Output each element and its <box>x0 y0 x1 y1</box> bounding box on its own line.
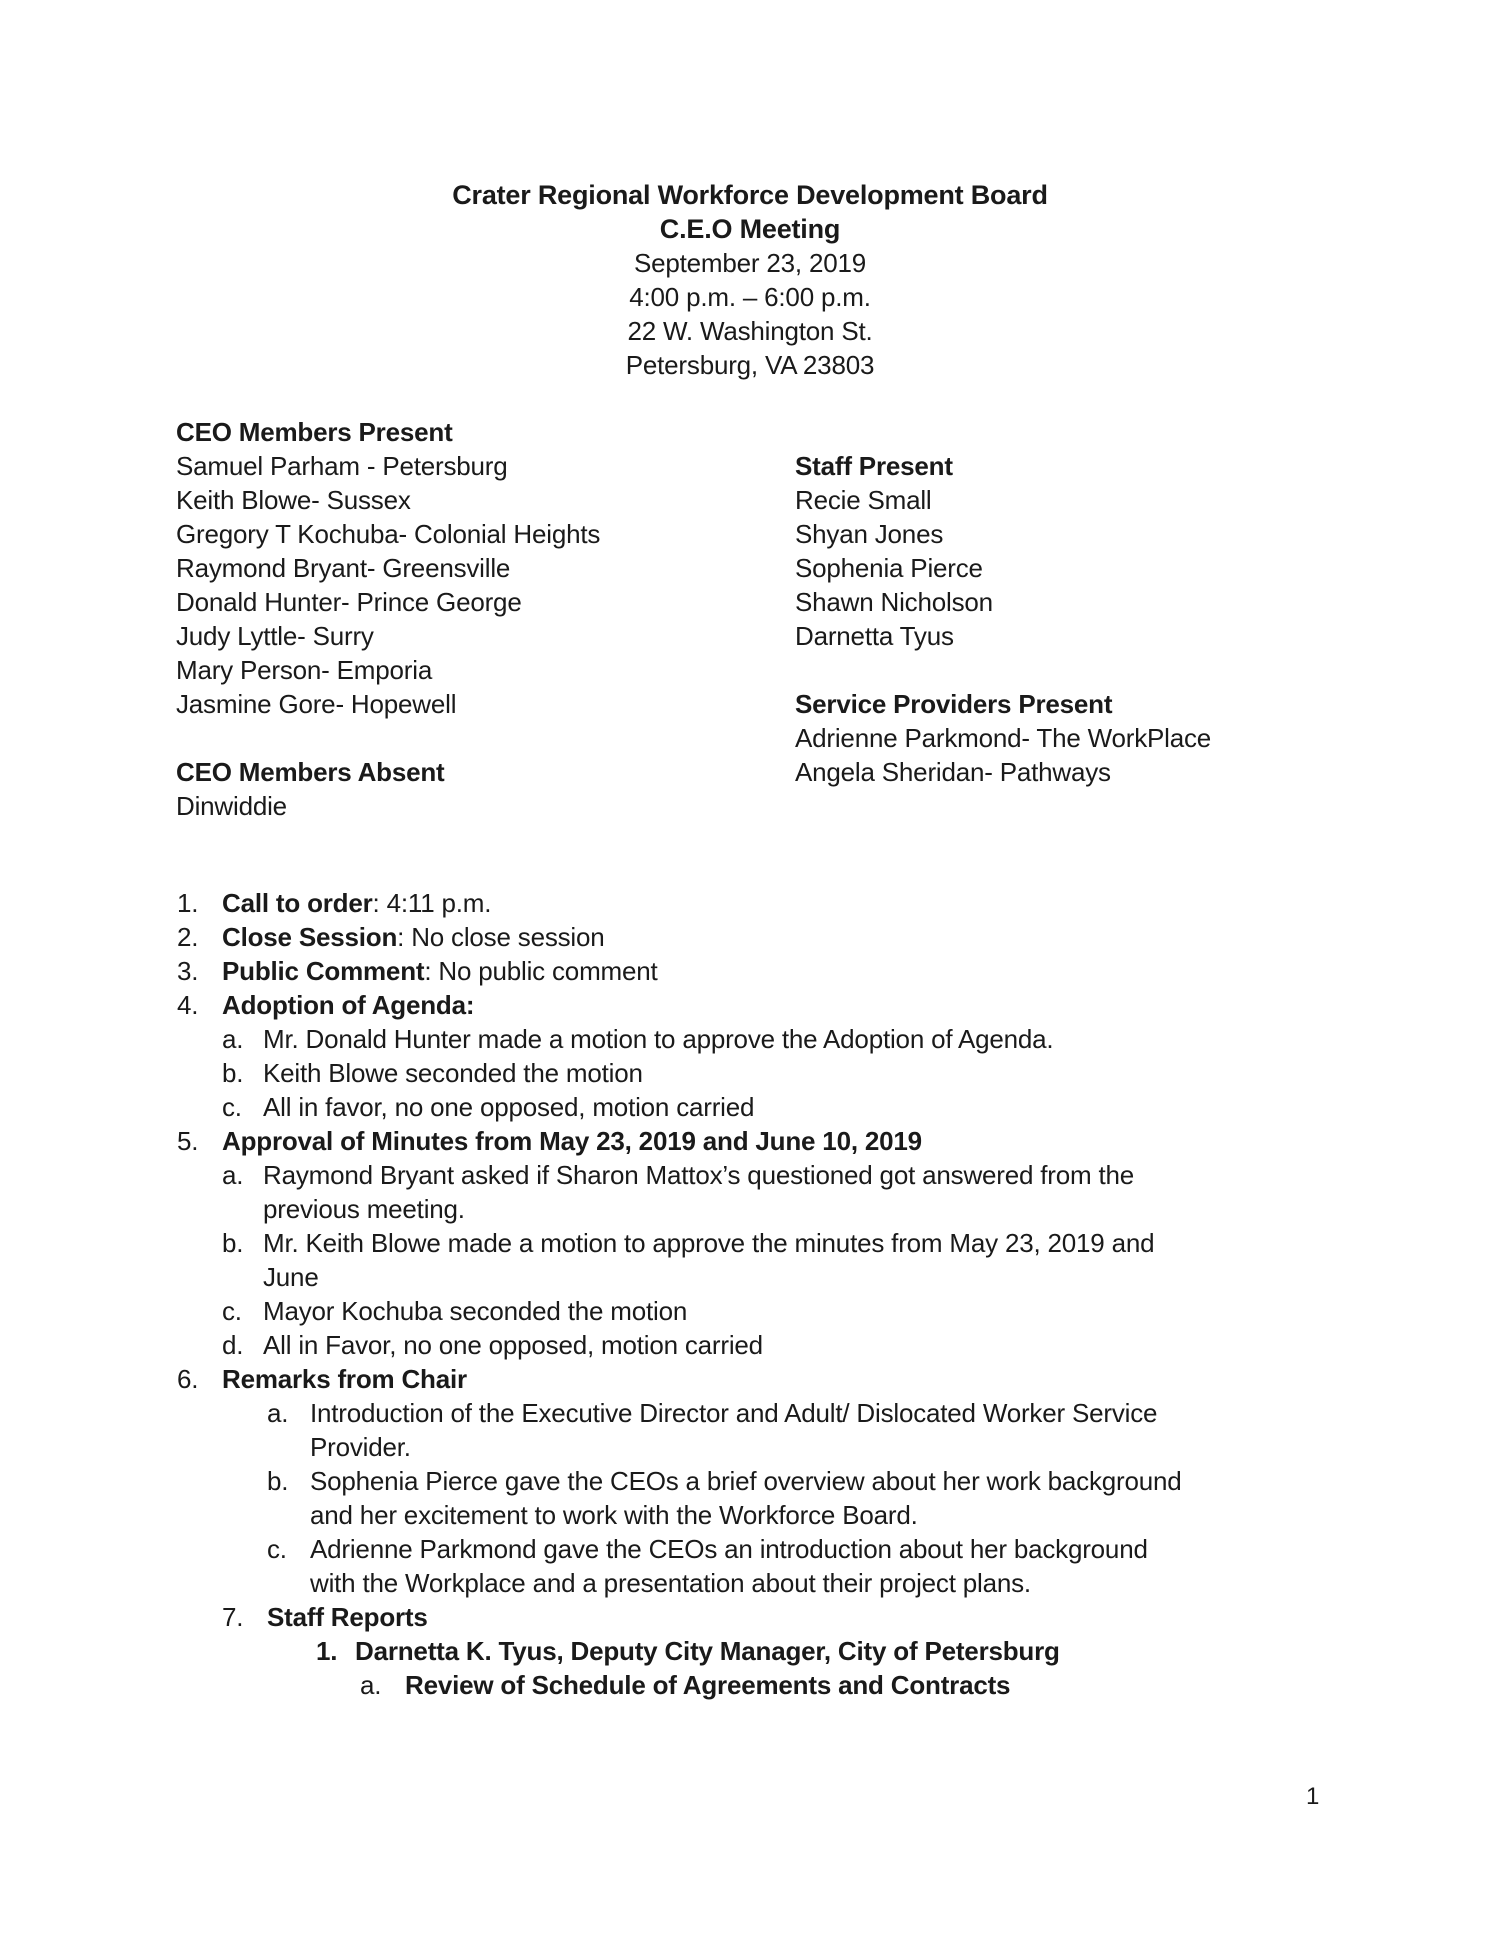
minutes-text-segment: Keith Blowe seconded the motion <box>263 1058 643 1088</box>
minutes-line <box>310 1396 1500 1430</box>
minutes-text-segment: Staff Reports <box>267 1602 428 1632</box>
minutes-item <box>0 1124 1500 1158</box>
minutes-line <box>267 1600 1500 1634</box>
attendance-left-column <box>176 415 600 823</box>
minutes-line <box>263 1056 1500 1090</box>
list-marker: 5. <box>177 1126 199 1156</box>
minutes-line <box>222 954 1500 988</box>
minutes-text-segment: : 4:11 p.m. <box>372 888 492 918</box>
attendance-group <box>176 415 600 721</box>
minutes-line <box>222 988 1500 1022</box>
minutes-text-segment: Mr. Keith Blowe made a motion to approve the minutes from May 23, 2019 and <box>263 1228 1155 1258</box>
list-marker: 7. <box>222 1602 244 1632</box>
minutes-text-segment: June <box>263 1262 319 1292</box>
minutes-text-segment: Mayor Kochuba seconded the motion <box>263 1296 688 1326</box>
minutes-line <box>222 886 1500 920</box>
minutes-line <box>405 1668 1500 1702</box>
minutes-item <box>0 1158 1500 1226</box>
minutes-item-content <box>222 1124 1500 1158</box>
attendance-member: Shawn Nicholson <box>795 587 993 617</box>
attendance-group <box>795 449 1211 653</box>
minutes-text-segment: with the Workplace and a presentation about their project plans. <box>310 1568 1031 1598</box>
attendance-member: Samuel Parham - Petersburg <box>176 451 508 481</box>
minutes-item <box>0 988 1500 1022</box>
minutes-line <box>310 1430 1500 1464</box>
minutes-item <box>0 1090 1500 1124</box>
minutes-line <box>263 1158 1500 1192</box>
attendance-right-column <box>795 449 1211 789</box>
minutes-item-content <box>222 988 1500 1022</box>
minutes-item <box>0 920 1500 954</box>
minutes-item-content <box>263 1158 1500 1226</box>
minutes-text-segment: Raymond Bryant asked if Sharon Mattox’s questioned got answered from the <box>263 1160 1135 1190</box>
minutes-line <box>222 1124 1500 1158</box>
minutes-item <box>0 886 1500 920</box>
attendance-member: Mary Person- Emporia <box>176 655 433 685</box>
minutes-item-content <box>310 1532 1500 1600</box>
list-marker: c. <box>222 1092 242 1122</box>
document-title-line: C.E.O Meeting <box>659 214 841 244</box>
list-marker: c. <box>267 1534 287 1564</box>
attendance-member: Darnetta Tyus <box>795 621 954 651</box>
list-marker: b. <box>222 1058 244 1088</box>
attendance-member: Donald Hunter- Prince George <box>176 587 522 617</box>
minutes-item <box>0 1600 1500 1634</box>
minutes-item <box>0 1056 1500 1090</box>
minutes-item <box>0 1532 1500 1600</box>
minutes-item-content <box>405 1668 1500 1702</box>
list-marker: a. <box>222 1024 244 1054</box>
list-marker: b. <box>222 1228 244 1258</box>
minutes-line <box>310 1464 1500 1498</box>
document-header <box>0 178 1500 382</box>
attendance-member: Keith Blowe- Sussex <box>176 485 411 515</box>
document-subtitle-line: 22 W. Washington St. <box>627 316 873 346</box>
minutes-item <box>0 1396 1500 1464</box>
minutes-text-segment: Approval of Minutes from May 23, 2019 and June 10, 2019 <box>222 1126 922 1156</box>
minutes-item <box>0 1362 1500 1396</box>
minutes-item-content <box>263 1328 1500 1362</box>
minutes-text-segment: Public Comment <box>222 956 425 986</box>
minutes-item-content <box>263 1056 1500 1090</box>
minutes-item-content <box>355 1634 1500 1668</box>
minutes-item <box>0 1634 1500 1668</box>
attendance-member: Recie Small <box>795 485 932 515</box>
minutes-item <box>0 1328 1500 1362</box>
minutes-text-segment: Provider. <box>310 1432 411 1462</box>
list-marker: a. <box>222 1160 244 1190</box>
list-marker: a. <box>360 1670 382 1700</box>
minutes-text-segment: Call to order <box>222 888 373 918</box>
list-marker: 3. <box>177 956 199 986</box>
minutes-text-segment: : No close session <box>397 922 605 952</box>
attendance-group <box>795 687 1211 789</box>
list-marker: 1. <box>177 888 199 918</box>
attendance-member: Jasmine Gore- Hopewell <box>176 689 457 719</box>
minutes-item-content <box>267 1600 1500 1634</box>
attendance-member: Dinwiddie <box>176 791 287 821</box>
minutes-item <box>0 1464 1500 1532</box>
minutes-line <box>263 1090 1500 1124</box>
minutes-line <box>310 1566 1500 1600</box>
attendance-heading: Staff Present <box>795 451 953 481</box>
minutes-text-segment: All in favor, no one opposed, motion carried <box>263 1092 755 1122</box>
minutes-text-segment: : No public comment <box>424 956 658 986</box>
minutes-item-content <box>263 1022 1500 1056</box>
minutes-line <box>263 1192 1500 1226</box>
attendance-member: Sophenia Pierce <box>795 553 983 583</box>
document-subtitle-line: Petersburg, VA 23803 <box>625 350 875 380</box>
minutes-line <box>263 1294 1500 1328</box>
minutes-text-segment: Adrienne Parkmond gave the CEOs an introduction about her background <box>310 1534 1148 1564</box>
minutes-item <box>0 1668 1500 1702</box>
minutes-text-segment: Remarks from Chair <box>222 1364 467 1394</box>
list-marker: d. <box>222 1330 244 1360</box>
list-marker: 2. <box>177 922 199 952</box>
minutes-text-segment: Introduction of the Executive Director and Adult/ Dislocated Worker Service <box>310 1398 1158 1428</box>
list-marker: 1. <box>316 1636 338 1666</box>
minutes-text-segment: Review of Schedule of Agreements and Contracts <box>405 1670 1011 1700</box>
minutes-line <box>310 1498 1500 1532</box>
list-marker: a. <box>267 1398 289 1428</box>
minutes-item-content <box>263 1294 1500 1328</box>
minutes-text-segment: Darnetta K. Tyus, Deputy City Manager, City of Petersburg <box>355 1636 1060 1666</box>
minutes-line <box>222 1362 1500 1396</box>
minutes-line <box>263 1328 1500 1362</box>
minutes-item <box>0 1226 1500 1294</box>
minutes-item <box>0 954 1500 988</box>
minutes-item-content <box>222 954 1500 988</box>
minutes-line <box>355 1634 1500 1668</box>
attendance-heading: CEO Members Absent <box>176 757 445 787</box>
minutes-line <box>263 1022 1500 1056</box>
minutes-item-content <box>222 920 1500 954</box>
page-number: 1 <box>1306 1783 1320 1810</box>
minutes-line <box>310 1532 1500 1566</box>
minutes-item-content <box>263 1090 1500 1124</box>
minutes-item-content <box>222 1362 1500 1396</box>
minutes-text-segment: previous meeting. <box>263 1194 465 1224</box>
list-marker: 6. <box>177 1364 199 1394</box>
attendance-member: Adrienne Parkmond- The WorkPlace <box>795 723 1212 753</box>
minutes-text-segment: and her excitement to work with the Workforce Board. <box>310 1500 918 1530</box>
attendance-heading: Service Providers Present <box>795 689 1113 719</box>
attendance-member: Gregory T Kochuba- Colonial Heights <box>176 519 601 549</box>
minutes-line <box>263 1260 1500 1294</box>
minutes-item-content <box>263 1226 1500 1294</box>
minutes-item-content <box>310 1464 1500 1532</box>
minutes-text-segment: Close Session <box>222 922 398 952</box>
document-title-line: Crater Regional Workforce Development Board <box>452 180 1048 210</box>
minutes-text-segment: Adoption of Agenda: <box>222 990 475 1020</box>
minutes-item-content <box>310 1396 1500 1464</box>
minutes-item <box>0 1022 1500 1056</box>
minutes-line <box>263 1226 1500 1260</box>
minutes-text-segment: All in Favor, no one opposed, motion carried <box>263 1330 763 1360</box>
attendance-member: Angela Sheridan- Pathways <box>795 757 1111 787</box>
minutes-text-segment: Mr. Donald Hunter made a motion to approve the Adoption of Agenda. <box>263 1024 1054 1054</box>
list-marker: c. <box>222 1296 242 1326</box>
minutes-item <box>0 1294 1500 1328</box>
minutes-list <box>0 886 1500 1702</box>
document-subtitle-line: 4:00 p.m. – 6:00 p.m. <box>629 282 871 312</box>
attendance-group <box>176 755 600 823</box>
minutes-item-content <box>222 886 1500 920</box>
minutes-line <box>222 920 1500 954</box>
minutes-text-segment: Sophenia Pierce gave the CEOs a brief overview about her work background <box>310 1466 1182 1496</box>
attendance-member: Shyan Jones <box>795 519 944 549</box>
attendance-member: Judy Lyttle- Surry <box>176 621 374 651</box>
attendance-member: Raymond Bryant- Greensville <box>176 553 511 583</box>
attendance-heading: CEO Members Present <box>176 417 453 447</box>
list-marker: 4. <box>177 990 199 1020</box>
list-marker: b. <box>267 1466 289 1496</box>
document-subtitle-line: September 23, 2019 <box>633 248 866 278</box>
